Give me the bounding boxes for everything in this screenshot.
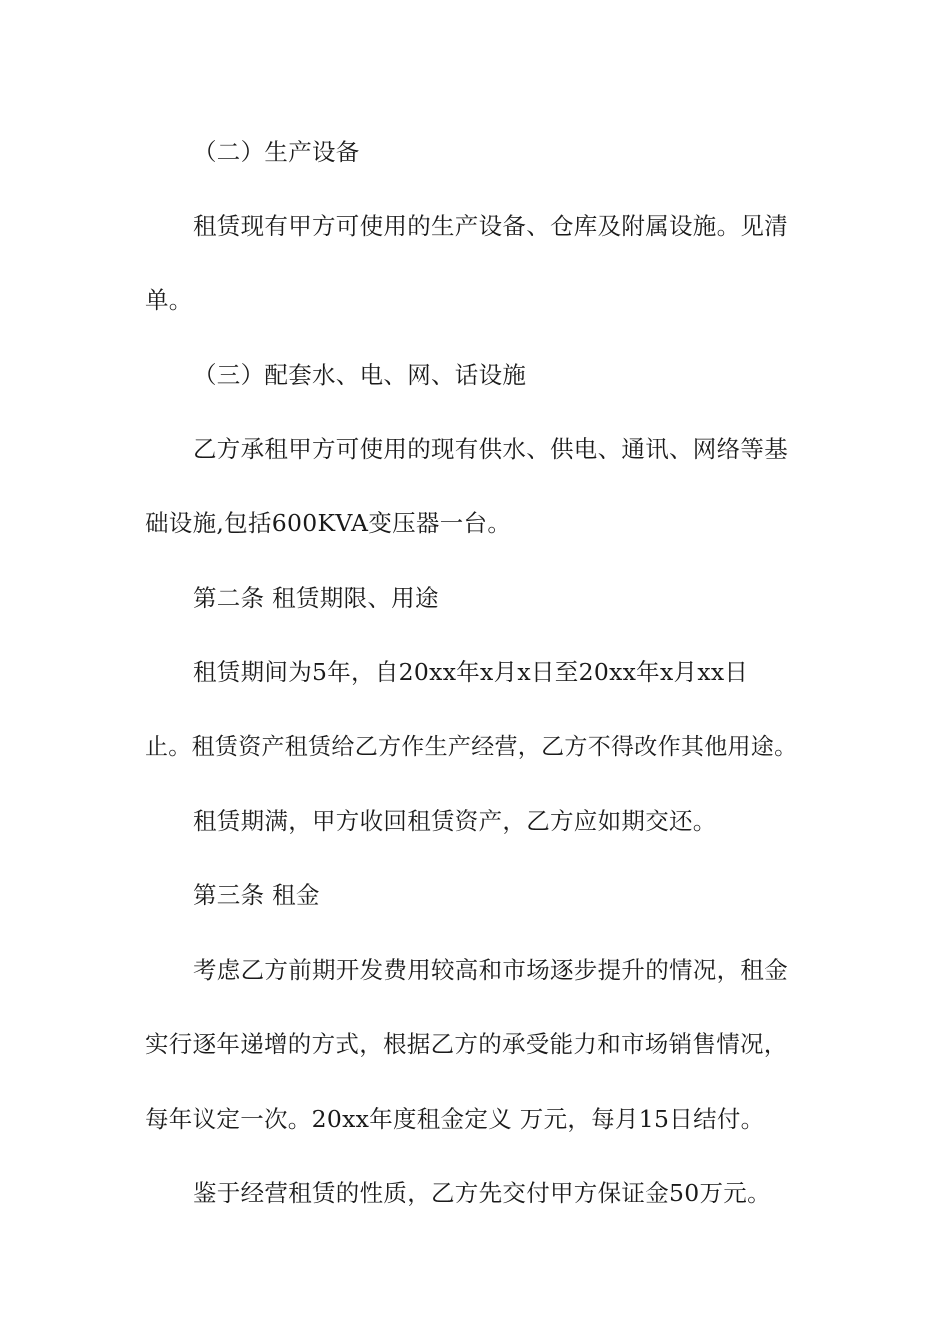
paragraph-line: 租赁期间为5年，自20xx年x月x日至20xx年x月xx日 bbox=[193, 658, 749, 686]
paragraph-line: 止。租赁资产租赁给乙方作生产经营，乙方不得改作其他用途。 bbox=[145, 734, 798, 760]
paragraph-line: 考虑乙方前期开发费用较高和市场逐步提升的情况，租金 bbox=[193, 956, 788, 984]
article-heading-rent: 第三条 租金 bbox=[193, 881, 320, 909]
paragraph-line: 租赁期满，甲方收回租赁资产，乙方应如期交还。 bbox=[193, 807, 717, 835]
paragraph-line: 础设施,包括600KVA变压器一台。 bbox=[145, 509, 512, 537]
paragraph-line: 实行逐年递增的方式，根据乙方的承受能力和市场销售情况， bbox=[145, 1030, 788, 1058]
paragraph-line: 每年议定一次。20xx年度租金定义 万元，每月15日结付。 bbox=[145, 1105, 765, 1133]
paragraph-line: 鉴于经营租赁的性质，乙方先交付甲方保证金50万元。 bbox=[193, 1179, 771, 1207]
paragraph-line: 乙方承租甲方可使用的现有供水、供电、通讯、网络等基 bbox=[193, 435, 788, 463]
paragraph-line: 租赁现有甲方可使用的生产设备、仓库及附属设施。见清 bbox=[193, 212, 788, 240]
section-heading-production-equipment: （二）生产设备 bbox=[193, 138, 360, 166]
article-heading-lease-term: 第二条 租赁期限、用途 bbox=[193, 584, 439, 612]
paragraph-line: 单。 bbox=[145, 286, 193, 314]
section-heading-utilities: （三）配套水、电、网、话设施 bbox=[193, 361, 527, 389]
